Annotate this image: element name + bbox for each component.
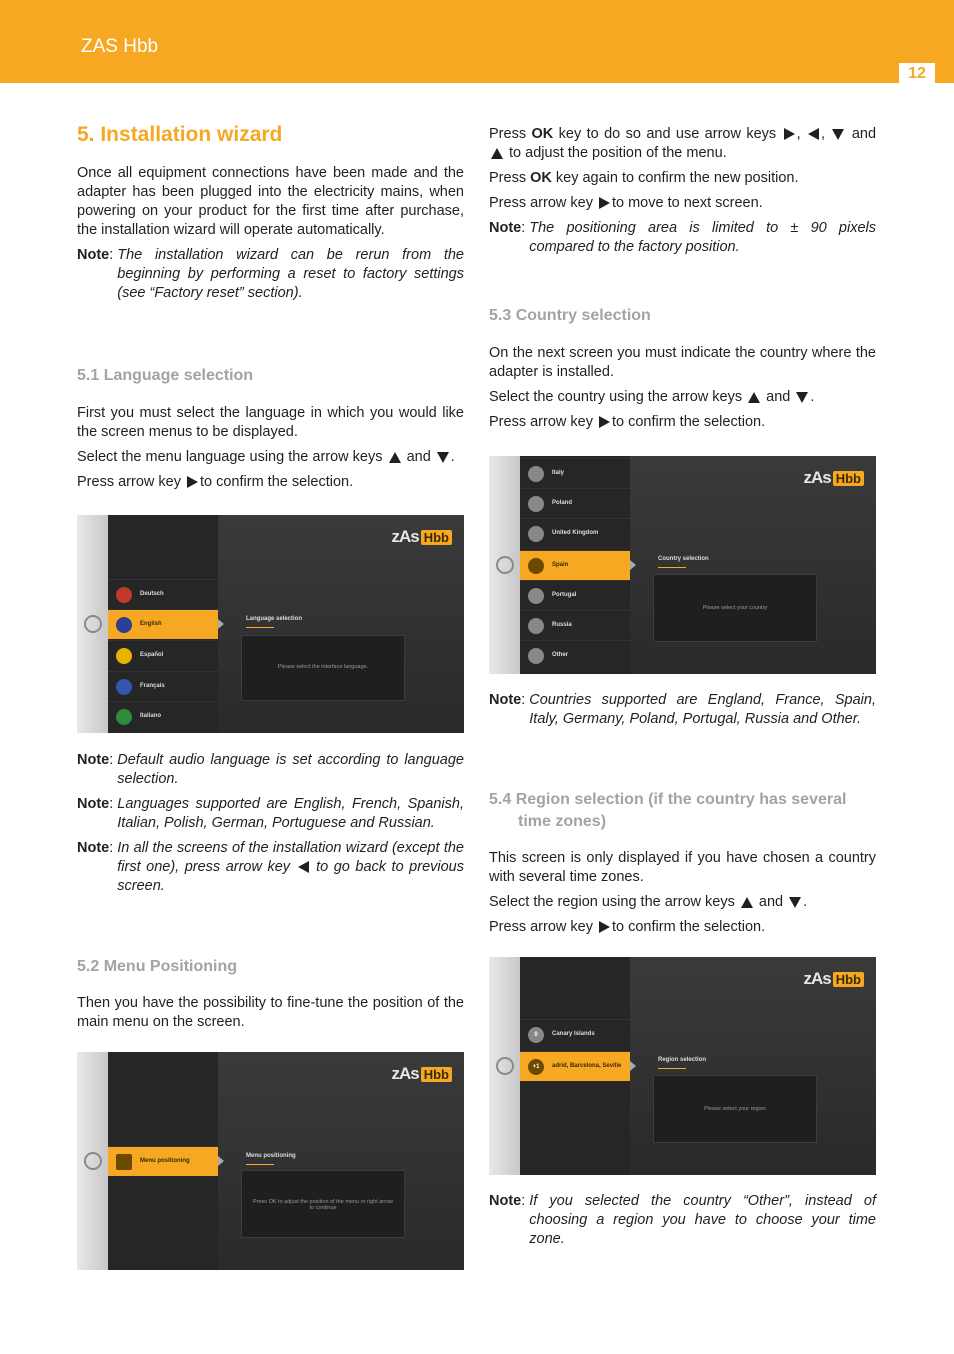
paragraph: Select the country using the arrow keys and .	[489, 389, 815, 405]
right-column	[489, 125, 876, 438]
arrow-up-icon	[389, 452, 401, 463]
region-selection-screenshot: 0 Canary Islands +1 adrid, Barcelona, Seville zAs Hbb Region selection Please select your region	[489, 957, 876, 1175]
arrow-right-icon	[599, 921, 610, 933]
note: Note : Languages supported are English, French, Spanish, Italian, Polish, German, Portuguese and Russian.	[77, 795, 464, 833]
paragraph: First you must select the language in which you would like the screen menus to be displayed.	[77, 405, 464, 440]
satellite-icon	[84, 615, 102, 633]
subheading-country: 5.3 Country selection	[489, 307, 651, 324]
arrow-right-icon	[784, 128, 795, 140]
arrow-left-icon	[298, 861, 309, 873]
arrow-down-icon	[437, 452, 449, 463]
menu-item: Portugal	[520, 580, 630, 610]
satellite-icon	[496, 1057, 514, 1075]
paragraph: Press arrow key to confirm the selection.	[77, 474, 354, 490]
language-notes	[77, 751, 464, 1038]
note: Note : The positioning area is limited to ± 90 pixels compared to the factory position.	[489, 219, 876, 257]
satellite-icon	[84, 1152, 102, 1170]
intro-paragraph: Once all equipment connections have been made and the adapter has been plugged into the electricity mains, when powering on your product for the first time after purchase, the installation wizard will operate automatically.	[77, 165, 464, 238]
page-header	[0, 0, 954, 83]
arrow-down-icon	[832, 129, 844, 140]
arrow-up-icon	[741, 897, 753, 908]
menu-item: Français	[108, 671, 218, 701]
menu-item: United Kingdom	[520, 518, 630, 548]
country-selection-screenshot: Italy Poland United Kingdom Spain Portugal Russia Other zAs Hbb Country selection Please select your country	[489, 456, 876, 674]
arrow-up-icon	[748, 392, 760, 403]
page-number: 12	[899, 63, 935, 83]
section-title: 5. Installation wizard	[77, 123, 283, 146]
menu-item: Italy	[520, 458, 630, 488]
menu-item: 0 Canary Islands	[520, 1019, 630, 1049]
zas-hbb-logo: zAs Hbb	[803, 969, 864, 989]
brand-title: ZAS Hbb	[81, 36, 159, 57]
menu-item: Spain	[520, 550, 630, 580]
subheading-language: 5.1 Language selection	[77, 367, 254, 384]
paragraph: Press arrow key to move to next screen.	[489, 195, 763, 211]
paragraph: On the next screen you must indicate the country where the adapter is installed.	[489, 345, 876, 380]
menu-item: Deutsch	[108, 579, 218, 609]
note: Note : Countries supported are England, France, Spain, Italy, Germany, Poland, Portugal, Russia and Other.	[489, 691, 876, 729]
paragraph: This screen is only displayed if you have chosen a country with several time zones.	[489, 850, 876, 885]
subheading-menu-positioning: 5.2 Menu Positioning	[77, 958, 238, 975]
menu-item: +1 adrid, Barcelona, Seville	[520, 1051, 630, 1081]
zas-hbb-logo: zAs Hbb	[803, 468, 864, 488]
arrow-up-icon	[491, 148, 503, 159]
language-selection-screenshot: Deutsch English Español Français Italiano zAs Hbb Language selection Please select the interface language.	[77, 515, 464, 733]
menu-item: Menu positioning	[108, 1146, 218, 1176]
menu-item: Poland	[520, 488, 630, 518]
arrow-down-icon	[789, 897, 801, 908]
arrow-right-icon	[187, 476, 198, 488]
zas-hbb-logo: zAs Hbb	[391, 527, 452, 547]
region-note	[489, 1192, 876, 1255]
arrow-down-icon	[796, 392, 808, 403]
menu-positioning-screenshot: Menu positioning zAs Hbb Menu positioning Press OK to adjust the position of the menu or right arrow to continue	[77, 1052, 464, 1270]
left-column	[77, 125, 464, 498]
paragraph: Select the menu language using the arrow keys and .	[77, 449, 455, 465]
arrow-right-icon	[599, 197, 610, 209]
menu-item: English	[108, 609, 218, 639]
paragraph: Press arrow key to confirm the selection.	[489, 919, 766, 935]
arrow-left-icon	[808, 128, 819, 140]
paragraph: Then you have the possibility to fine-tune the position of the main menu on the screen.	[77, 995, 464, 1030]
note: Note : Default audio language is set according to language selection.	[77, 751, 464, 789]
note: Note : In all the screens of the installation wizard (except the first one), press arrow key to go back to previous screen.	[77, 839, 464, 896]
country-notes	[489, 691, 876, 943]
menu-item: Russia	[520, 610, 630, 640]
paragraph: Press arrow key to confirm the selection.	[489, 414, 766, 430]
zas-hbb-logo: zAs Hbb	[391, 1064, 452, 1084]
paragraph: Press OK key to do so and use arrow keys , , and to adjust the position of the menu.	[489, 126, 877, 161]
menu-item: Italiano	[108, 701, 218, 731]
paragraph: Press OK key again to confirm the new position.	[489, 170, 799, 186]
note: Note : The installation wizard can be rerun from the beginning by performing a reset to factory settings (see “Factory reset” section).	[77, 246, 464, 303]
menu-item: Other	[520, 640, 630, 670]
arrow-right-icon	[599, 416, 610, 428]
menu-item: Español	[108, 640, 218, 670]
paragraph: Select the region using the arrow keys and .	[489, 894, 808, 910]
subheading-region: 5.4 Region selection (if the country has several time zones)	[489, 791, 847, 830]
note: Note : If you selected the country “Other”, instead of choosing a region you have to choose your time zone.	[489, 1192, 876, 1249]
satellite-icon	[496, 556, 514, 574]
